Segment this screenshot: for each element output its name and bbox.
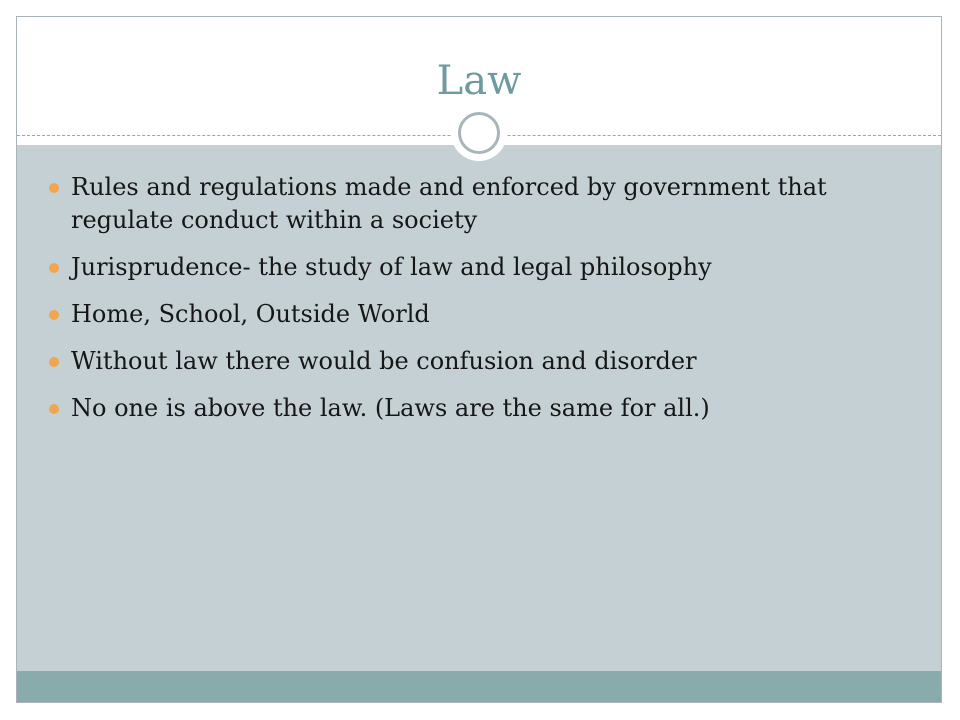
slide-title: Law [436,58,522,104]
bullet-dot-icon [49,404,59,414]
bullet-item [47,298,927,331]
ring-inner [458,112,500,154]
footer-bar [17,671,941,703]
bullet-text: Home, School, Outside World [71,300,430,328]
bullet-text: No one is above the law. (Laws are the same for all.) [71,394,710,422]
bullet-item [47,251,927,284]
bullet-item [47,171,927,237]
bullet-text: Rules and regulations made and enforced by government that regulate conduct within a society [71,173,827,234]
bullet-dot-icon [49,183,59,193]
bullet-text: Without law there would be confusion and disorder [71,347,697,375]
bullet-item [47,392,927,425]
bullet-dot-icon [49,310,59,320]
bullet-dot-icon [49,357,59,367]
slide-frame [16,16,942,703]
bullet-list [47,171,927,439]
bullet-text: Jurisprudence- the study of law and legal philosophy [71,253,712,281]
ring-ornament-icon [451,105,507,161]
bullet-item [47,345,927,378]
bullet-dot-icon [49,263,59,273]
